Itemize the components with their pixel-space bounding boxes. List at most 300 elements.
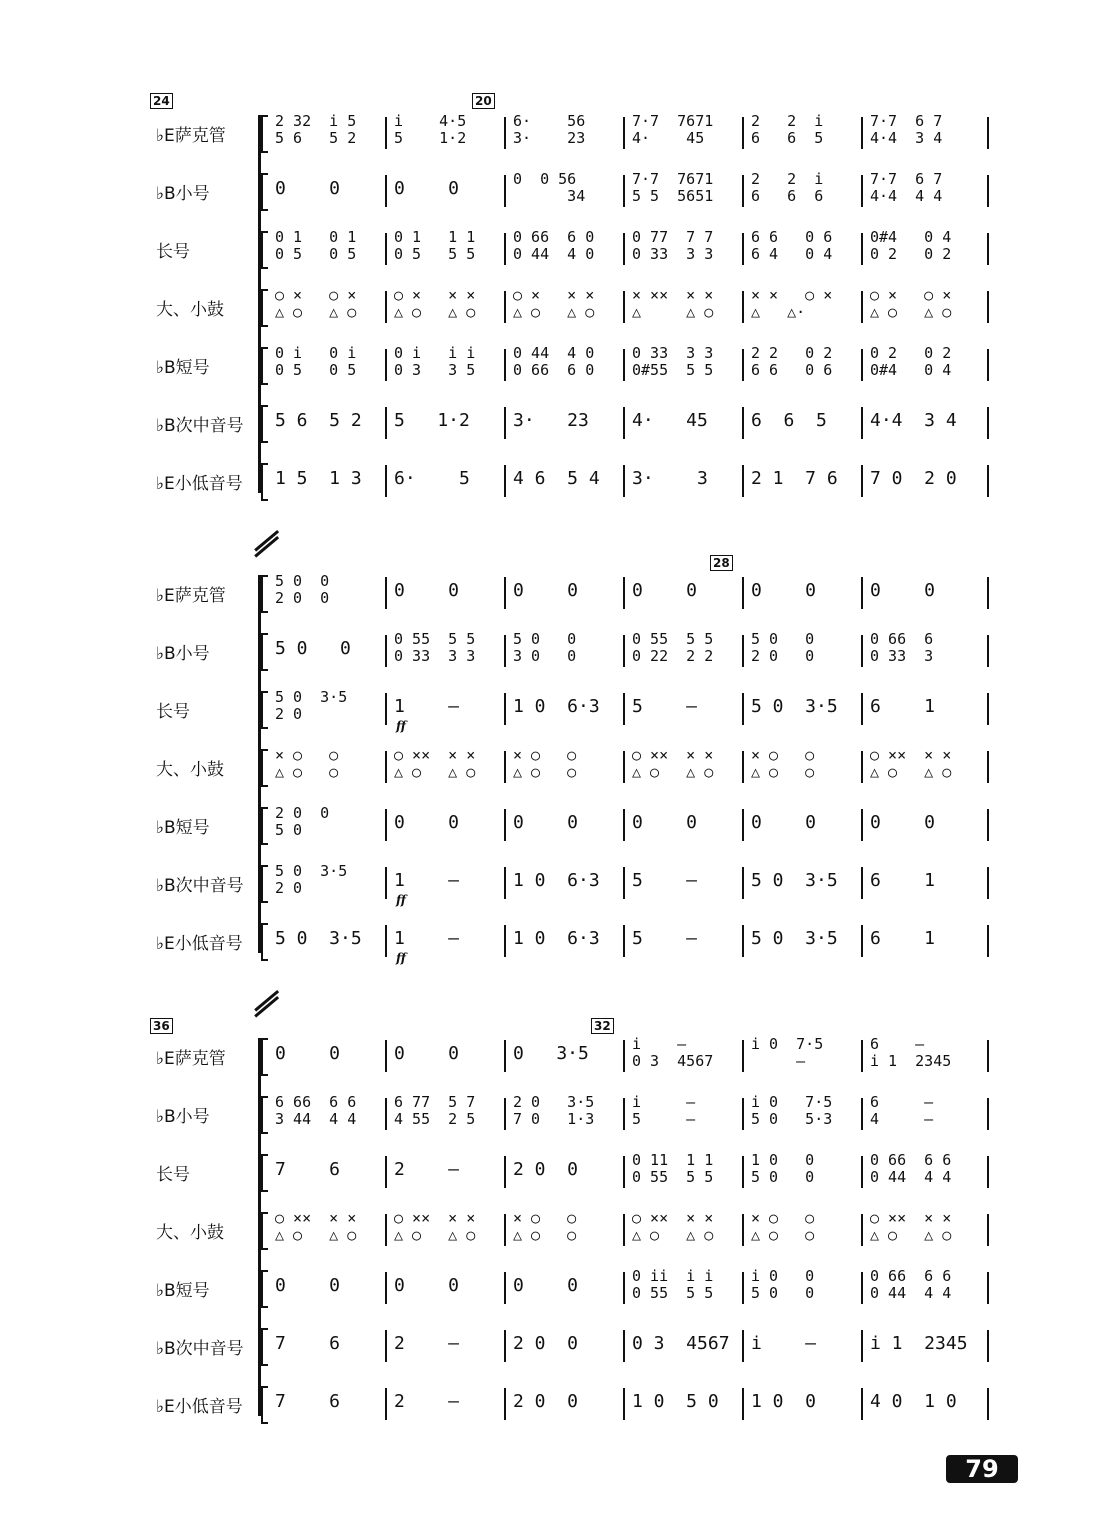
measure-notes: [870, 1210, 980, 1244]
measure: [507, 805, 623, 849]
measure-notes: [870, 410, 980, 432]
instrument-label: ♭B次中音号: [156, 1339, 244, 1359]
note-line: 2 0 0: [513, 1159, 579, 1180]
barline: [385, 1098, 387, 1130]
measure: [626, 345, 742, 389]
note-line: △ ○ ○: [751, 1226, 815, 1244]
measure: [388, 171, 504, 215]
measure-notes: [394, 229, 504, 263]
end-barline: [987, 751, 989, 783]
measure: [745, 805, 861, 849]
barline: [504, 291, 506, 323]
note-line: –: [751, 1052, 806, 1070]
barline: [385, 635, 387, 667]
measure-notes: [870, 928, 980, 950]
barline: [861, 175, 863, 207]
note-line: 0 0: [870, 580, 936, 601]
note-line: 3 44 4 4: [275, 1110, 357, 1128]
measure-notes: [751, 928, 861, 950]
measure-notes: [751, 812, 861, 834]
barline: [861, 1388, 863, 1420]
measure-notes: [632, 870, 742, 892]
staff-bracket: [261, 173, 268, 211]
measure-notes: [870, 287, 980, 321]
note-line: 6 –: [870, 1093, 934, 1111]
measure-notes: [870, 1036, 980, 1070]
note-line: 5 0 3·5: [275, 862, 348, 880]
measure-notes: [632, 1268, 742, 1302]
staff-row: [150, 859, 1000, 909]
end-barline: [987, 1098, 989, 1130]
measure-notes: [394, 1275, 504, 1297]
measure-notes: [632, 410, 742, 432]
note-line: △ ○ △ ○: [513, 303, 595, 321]
instrument-label: 大、小鼓: [156, 300, 224, 320]
note-line: 0 3 4567: [632, 1333, 730, 1354]
note-line: 0 66 6 6: [870, 1267, 952, 1285]
barline: [385, 349, 387, 381]
measure-notes: [751, 345, 861, 379]
measure-notes: [275, 178, 385, 200]
measure-notes: [275, 1210, 385, 1244]
note-line: 0 66 6 6: [870, 1151, 952, 1169]
note-line: 0 44 4 0: [513, 245, 595, 263]
instrument-label: ♭B短号: [156, 818, 210, 838]
note-line: 6 1: [870, 870, 936, 891]
measure: [745, 689, 861, 733]
measure-notes: [870, 812, 980, 834]
note-line: △ ○ ○: [275, 763, 339, 781]
measure-notes: [275, 1094, 385, 1128]
measure-notes: [394, 1391, 504, 1413]
note-line: 0 33 3 3: [394, 647, 476, 665]
measure: [269, 1268, 385, 1312]
measure: [864, 461, 980, 505]
staff-row: [150, 1380, 1000, 1430]
note-line: 2 0 0: [513, 1391, 579, 1412]
barline: [623, 117, 625, 149]
rehearsal-mark: 32: [591, 1018, 614, 1034]
measure: [269, 747, 385, 791]
barline: [623, 693, 625, 725]
note-line: 7 6: [275, 1333, 341, 1354]
measure: [745, 1326, 861, 1370]
measure: [864, 113, 980, 157]
dynamic-marking: ff: [396, 719, 406, 733]
note-line: 2 2 i: [751, 112, 824, 130]
measure: [269, 1152, 385, 1196]
note-line: 5 –: [632, 928, 698, 949]
measure: [388, 403, 504, 447]
measure: [864, 805, 980, 849]
note-line: 2 0 3·5: [513, 1093, 595, 1111]
note-line: 0 i i i: [394, 344, 476, 362]
note-line: 5 0 0: [513, 630, 577, 648]
barline: [623, 175, 625, 207]
score-system: [150, 556, 1000, 971]
barline: [623, 1272, 625, 1304]
note-line: △ ○ ○: [513, 763, 577, 781]
measure: [626, 461, 742, 505]
measure-notes: [870, 229, 980, 263]
measure-notes: [394, 747, 504, 781]
measure-notes: [275, 287, 385, 321]
measure: [864, 1036, 980, 1080]
staff-row: [150, 1322, 1000, 1372]
staff-bracket: [261, 1096, 268, 1134]
note-line: 5 0 5·3: [751, 1110, 833, 1128]
barline: [742, 809, 744, 841]
end-barline: [987, 1156, 989, 1188]
note-line: 0 3 3 5: [394, 361, 476, 379]
instrument-label: ♭B小号: [156, 184, 210, 204]
measure-notes: [513, 580, 623, 602]
measure: [507, 171, 623, 215]
barline: [861, 233, 863, 265]
measure: [626, 1094, 742, 1138]
barline: [861, 1040, 863, 1072]
measure-notes: [513, 345, 623, 379]
staff-row: [150, 627, 1000, 677]
note-line: 7·7 7671: [632, 170, 714, 188]
barline: [504, 809, 506, 841]
barline: [623, 1214, 625, 1246]
measure: [507, 863, 623, 907]
measure-notes: [751, 696, 861, 718]
note-line: 0 0 56: [513, 170, 577, 188]
barline: [742, 1098, 744, 1130]
measure-notes: [870, 345, 980, 379]
note-line: 0 0: [513, 812, 579, 833]
note-line: × ○ ○: [751, 746, 815, 764]
measure-notes: [513, 1159, 623, 1181]
measure-notes: [632, 696, 742, 718]
barline: [504, 1388, 506, 1420]
barline: [385, 1214, 387, 1246]
measure-notes: [513, 468, 623, 490]
measure: [507, 747, 623, 791]
barline: [385, 233, 387, 265]
barline: [385, 1330, 387, 1362]
measure-notes: [394, 113, 504, 147]
measure-notes: [870, 747, 980, 781]
barline: [385, 465, 387, 497]
note-line: × ×× × ×: [632, 286, 714, 304]
note-line: × ○ ○: [513, 746, 577, 764]
measure: [864, 921, 980, 965]
measure: [626, 1326, 742, 1370]
measure: [864, 287, 980, 331]
measure: [388, 229, 504, 273]
note-line: 0 44 4 4: [870, 1168, 952, 1186]
note-line: 4·4 3 4: [870, 129, 943, 147]
measure: [864, 573, 980, 617]
measure: [626, 113, 742, 157]
note-line: 6 –: [870, 1035, 925, 1053]
measure: [745, 1036, 861, 1080]
measure: [864, 171, 980, 215]
barline: [861, 407, 863, 439]
instrument-label: 大、小鼓: [156, 760, 224, 780]
measure: [864, 631, 980, 675]
note-line: 0 66 6 0: [513, 361, 595, 379]
measure: [507, 689, 623, 733]
note-line: 7 0 1·3: [513, 1110, 595, 1128]
measure-notes: [275, 410, 385, 432]
note-line: 0 0: [394, 812, 460, 833]
note-line: 0 0: [394, 178, 460, 199]
note-line: 0 0: [751, 812, 817, 833]
measure: [269, 689, 385, 733]
note-line: 0 55 5 5: [394, 630, 476, 648]
system-separator: [255, 991, 283, 1015]
measure-notes: [394, 410, 504, 432]
end-barline: [987, 291, 989, 323]
note-line: 0 1 0 1: [275, 228, 357, 246]
measure-notes: [394, 1043, 504, 1065]
note-line: 2 0: [275, 705, 303, 723]
barline: [861, 751, 863, 783]
measure-notes: [275, 928, 385, 950]
measure-notes: [394, 696, 504, 718]
measure-notes: [751, 1036, 861, 1070]
note-line: 0 11 1 1: [632, 1151, 714, 1169]
barline: [504, 1272, 506, 1304]
system-separator: [255, 531, 283, 555]
measure-notes: [751, 229, 861, 263]
barline: [385, 867, 387, 899]
measure-notes: [751, 1268, 861, 1302]
measure: [745, 345, 861, 389]
note-line: × ○ ○: [275, 746, 339, 764]
barline: [504, 349, 506, 381]
note-line: ○ × × ×: [513, 286, 595, 304]
measure: [507, 113, 623, 157]
barline: [385, 1040, 387, 1072]
staff-bracket: [261, 289, 268, 327]
measure-notes: [394, 1210, 504, 1244]
note-line: 4 –: [870, 1110, 934, 1128]
rehearsal-mark: 20: [472, 93, 495, 109]
measure: [864, 1326, 980, 1370]
staff-bracket: [261, 1038, 268, 1076]
staff-bracket: [261, 807, 268, 845]
measure: [269, 113, 385, 157]
measure-notes: [513, 1333, 623, 1355]
barline: [861, 577, 863, 609]
measure-notes: [275, 1043, 385, 1065]
measure: [269, 1036, 385, 1080]
barline: [385, 1388, 387, 1420]
measure-notes: [513, 696, 623, 718]
note-line: 5 1·2: [394, 410, 470, 431]
measure-notes: [513, 410, 623, 432]
note-line: 3· 3: [632, 468, 708, 489]
end-barline: [987, 1040, 989, 1072]
barline: [385, 751, 387, 783]
barline: [742, 233, 744, 265]
measure-notes: [870, 1333, 980, 1355]
measure-notes: [632, 1210, 742, 1244]
note-line: △ △ ○: [632, 303, 714, 321]
measure: [269, 345, 385, 389]
barline: [385, 291, 387, 323]
note-line: 7 0 2 0: [870, 468, 957, 489]
measure-notes: [870, 631, 980, 665]
instrument-label: ♭B次中音号: [156, 416, 244, 436]
measure-notes: [394, 1333, 504, 1355]
measure: [269, 573, 385, 617]
staff-bracket: [261, 923, 268, 961]
dynamic-marking: ff: [396, 893, 406, 907]
measure: [507, 229, 623, 273]
note-line: 0 0: [275, 178, 341, 199]
staff-row: [150, 743, 1000, 793]
barline: [504, 117, 506, 149]
barline: [742, 175, 744, 207]
score-system: [150, 1019, 1000, 1434]
note-line: 4·4 4 4: [870, 187, 943, 205]
barline: [504, 1156, 506, 1188]
staff-bracket: [261, 1154, 268, 1192]
staff-bracket: [261, 575, 268, 613]
note-line: 1 0 6·3: [513, 696, 600, 717]
measure-notes: [632, 747, 742, 781]
end-barline: [987, 1214, 989, 1246]
note-line: 5 0: [275, 821, 303, 839]
note-line: 5 0 3·5: [751, 696, 838, 717]
note-line: 0 0: [632, 812, 698, 833]
note-line: ○ × ○ ×: [275, 286, 357, 304]
note-line: i 1 2345: [870, 1052, 952, 1070]
measure-notes: [632, 345, 742, 379]
measure-notes: [275, 638, 385, 660]
barline: [623, 1388, 625, 1420]
note-line: △ ○ △ ○: [632, 1226, 714, 1244]
note-line: 5 0 0: [275, 572, 330, 590]
note-line: △ ○ △ ○: [394, 1226, 476, 1244]
measure: [269, 287, 385, 331]
barline: [385, 693, 387, 725]
note-line: 6 77 5 7: [394, 1093, 476, 1111]
barline: [861, 1156, 863, 1188]
note-line: ○ × × ×: [394, 286, 476, 304]
barline: [861, 1214, 863, 1246]
instrument-label: 长号: [156, 1165, 190, 1185]
note-line: 1 0 6·3: [513, 870, 600, 891]
note-line: 5 0 3·5: [275, 928, 362, 949]
note-line: 4·4 3 4: [870, 410, 957, 431]
staff-bracket: [261, 865, 268, 903]
note-line: 0 0: [513, 580, 579, 601]
barline: [385, 577, 387, 609]
barline: [504, 867, 506, 899]
note-line: △ ○ △ ○: [394, 763, 476, 781]
note-line: 0 2 0 2: [870, 245, 952, 263]
barline: [623, 809, 625, 841]
instrument-label: ♭B短号: [156, 1281, 210, 1301]
measure-notes: [751, 410, 861, 432]
staff-bracket: [261, 347, 268, 385]
note-line: 4 0 1 0: [870, 1391, 957, 1412]
note-line: 0 55 5 5: [632, 1168, 714, 1186]
measure: [626, 171, 742, 215]
measure-notes: [275, 1159, 385, 1181]
note-line: × ○ ○: [513, 1209, 577, 1227]
note-line: 6 6 5: [751, 129, 824, 147]
measure-notes: [394, 812, 504, 834]
note-line: 0 33 3: [870, 647, 934, 665]
barline: [742, 1040, 744, 1072]
staff-bracket: [261, 749, 268, 787]
measure-notes: [394, 631, 504, 665]
barline: [861, 693, 863, 725]
measure: [269, 805, 385, 849]
barline: [385, 1272, 387, 1304]
measure-notes: [275, 863, 385, 897]
measure-notes: [632, 1152, 742, 1186]
instrument-label: ♭E小低音号: [156, 474, 243, 494]
note-line: 1 0 0: [751, 1151, 815, 1169]
instrument-label: ♭B次中音号: [156, 876, 244, 896]
barline: [504, 233, 506, 265]
barline: [742, 117, 744, 149]
staff-row: [150, 1032, 1000, 1082]
measure-notes: [751, 1094, 861, 1128]
note-line: ○ ×× × ×: [870, 746, 952, 764]
measure: [507, 403, 623, 447]
barline: [742, 693, 744, 725]
note-line: 0 3·5: [513, 1043, 589, 1064]
measure-notes: [275, 1391, 385, 1413]
staff-row: [150, 167, 1000, 217]
measure-notes: [870, 1094, 980, 1128]
note-line: 5 0 3·5: [751, 870, 838, 891]
note-line: × × ○ ×: [751, 286, 833, 304]
staff-row: [150, 399, 1000, 449]
barline: [623, 291, 625, 323]
measure: [864, 1268, 980, 1312]
instrument-label: 长号: [156, 702, 190, 722]
note-line: △ ○ ○: [513, 1226, 577, 1244]
barline: [623, 925, 625, 957]
end-barline: [987, 407, 989, 439]
staff-row: [150, 283, 1000, 333]
measure-notes: [513, 928, 623, 950]
note-line: 0 22 2 2: [632, 647, 714, 665]
end-barline: [987, 1388, 989, 1420]
barline: [742, 1156, 744, 1188]
note-line: 0 0: [394, 580, 460, 601]
instrument-label: ♭B小号: [156, 644, 210, 664]
staff-row: [150, 341, 1000, 391]
measure: [745, 287, 861, 331]
note-line: △ ○ △ ○: [394, 303, 476, 321]
note-line: 3· 23: [513, 129, 586, 147]
note-line: ○ ×× × ×: [632, 1209, 714, 1227]
note-line: 0 33 3 3: [632, 245, 714, 263]
measure-notes: [632, 229, 742, 263]
measure: [269, 229, 385, 273]
staff-row: [150, 457, 1000, 507]
instrument-label: ♭B短号: [156, 358, 210, 378]
measure-notes: [513, 229, 623, 263]
note-line: 0 i 0 i: [275, 344, 357, 362]
measure-notes: [394, 468, 504, 490]
note-line: 0 0: [275, 1043, 341, 1064]
measure-notes: [394, 870, 504, 892]
note-line: i 1 2345: [870, 1333, 968, 1354]
